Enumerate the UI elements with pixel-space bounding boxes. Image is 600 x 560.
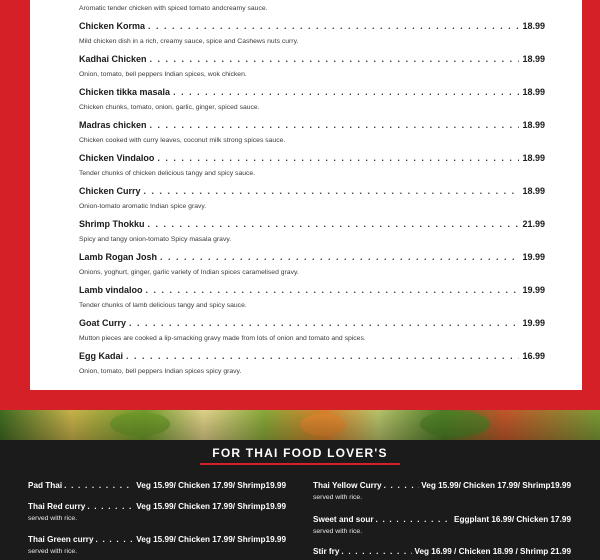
leader-dots [376, 514, 453, 525]
item-name: Thai Red curry [28, 502, 86, 511]
item-price: Veg 16.99 / Chicken 18.99 / Shrimp 21.99 [414, 547, 571, 556]
menu-item [79, 152, 545, 179]
item-price: 19.99 [522, 318, 545, 328]
item-description: Onion, tomato, bell peppers Indian spices spicy gravy. [79, 368, 242, 375]
menu-item [79, 86, 545, 113]
leader-dots [157, 152, 519, 164]
item-description: Onions, yoghurt, ginger, garlic variety of Indian spices caramelised gravy. [79, 269, 299, 276]
item-description: Onion-tomato aromatic Indian spice gravy. [79, 203, 207, 210]
item-price: Veg 15.99/ Chicken 17.99/ Shrimp19.99 [136, 535, 286, 544]
item-name: Egg Kadai [79, 351, 124, 361]
menu-item [79, 119, 545, 146]
leader-dots [126, 350, 519, 362]
menu-item [79, 218, 545, 245]
thai-menu-item [28, 534, 286, 557]
thai-menu-item [313, 546, 571, 557]
item-name: Goat Curry [79, 318, 127, 328]
item-name: Stir fry [313, 547, 340, 556]
item-name: Thai Green curry [28, 535, 94, 544]
item-description: served with rice. [28, 548, 78, 555]
item-description: Mild chicken dish in a rich, creamy sauce, spice and Cashews nuts curry. [79, 38, 299, 45]
item-name: Pad Thai [28, 481, 63, 490]
menu-item [79, 53, 545, 80]
menu-item [79, 317, 545, 344]
item-name: Chicken Korma [79, 21, 146, 31]
item-price: 18.99 [522, 120, 545, 130]
menu-item [79, 0, 545, 14]
leader-dots [341, 546, 412, 557]
leader-dots [144, 185, 520, 197]
leader-dots [96, 534, 135, 545]
item-name: Shrimp Thokku [79, 219, 145, 229]
leader-dots [148, 20, 519, 32]
item-name: Chicken Vindaloo [79, 153, 155, 163]
photo-shade [0, 410, 600, 440]
item-name: Chicken tikka masala [79, 87, 171, 97]
thai-section-header [0, 440, 600, 468]
item-price: 18.99 [522, 21, 545, 31]
item-description: Onion, tomato, bell peppers Indian spices, wok chicken. [79, 71, 247, 78]
item-name: Thai Yellow Curry [313, 481, 382, 490]
item-name: Sweet and sour [313, 515, 374, 524]
leader-dots [129, 317, 519, 329]
item-description: Aromatic tender chicken with spiced tomato andcreamy sauce. [79, 5, 268, 12]
item-description: Mutton pieces are cooked a lip-smacking gravy made from lots of onion and tomato and spices. [79, 335, 366, 342]
thai-menu-item [313, 480, 571, 503]
leader-dots [87, 501, 134, 512]
menu-item [79, 20, 545, 47]
item-name: Kadhai Chicken [79, 54, 147, 64]
item-description: Spicy and tangy onion-tomato Spicy masala gravy. [79, 236, 232, 243]
item-price: 18.99 [522, 54, 545, 64]
item-name: Chicken Curry [79, 186, 141, 196]
item-price: 16.99 [522, 351, 545, 361]
item-price: Veg 15.99/ Chicken 17.99/ Shrimp19.99 [136, 481, 286, 490]
leader-dots [160, 251, 519, 263]
item-description: Chicken cooked with curry leaves, coconut milk strong spices sauce. [79, 137, 286, 144]
item-description: served with rice. [313, 528, 363, 535]
item-name: Madras chicken [79, 120, 147, 130]
item-name: Lamb Rogan Josh [79, 252, 158, 262]
item-price: 18.99 [522, 153, 545, 163]
item-description: Tender chunks of lamb delicious tangy and spicy sauce. [79, 302, 247, 309]
thai-menu-item [28, 480, 286, 491]
leader-dots [384, 480, 420, 491]
item-price: 21.99 [522, 219, 545, 229]
thai-menu-item [313, 514, 571, 537]
item-name: Lamb vindaloo [79, 285, 143, 295]
title-underline [200, 463, 400, 465]
menu-item [79, 251, 545, 278]
item-description: served with rice. [28, 515, 78, 522]
leader-dots [64, 480, 134, 491]
leader-dots [150, 119, 520, 131]
thai-menu-item [28, 501, 286, 524]
leader-dots [150, 53, 520, 65]
item-price: 19.99 [522, 252, 545, 262]
leader-dots [173, 86, 519, 98]
menu-panel [30, 0, 582, 390]
item-price: Veg 15.99/ Chicken 17.99/ Shrimp19.99 [136, 502, 286, 511]
menu-item [79, 185, 545, 212]
menu-item [79, 350, 545, 377]
item-price: 18.99 [522, 87, 545, 97]
leader-dots [146, 284, 520, 296]
menu-item [79, 284, 545, 311]
section-title: FOR THAI FOOD LOVER'S [212, 446, 388, 460]
item-description: served with rice. [313, 494, 363, 501]
item-price: 19.99 [522, 285, 545, 295]
leader-dots [148, 218, 520, 230]
item-price: Eggplant 16.99/ Chicken 17.99 [454, 515, 571, 524]
item-description: Chicken chunks, tomato, onion, garlic, ginger, spiced sauce. [79, 104, 260, 111]
item-price: 18.99 [522, 186, 545, 196]
item-price: Veg 15.99/ Chicken 17.99/ Shrimp19.99 [421, 481, 571, 490]
item-description: Tender chunks of chicken delicious tangy and spicy sauce. [79, 170, 256, 177]
food-photo-strip [0, 410, 600, 440]
